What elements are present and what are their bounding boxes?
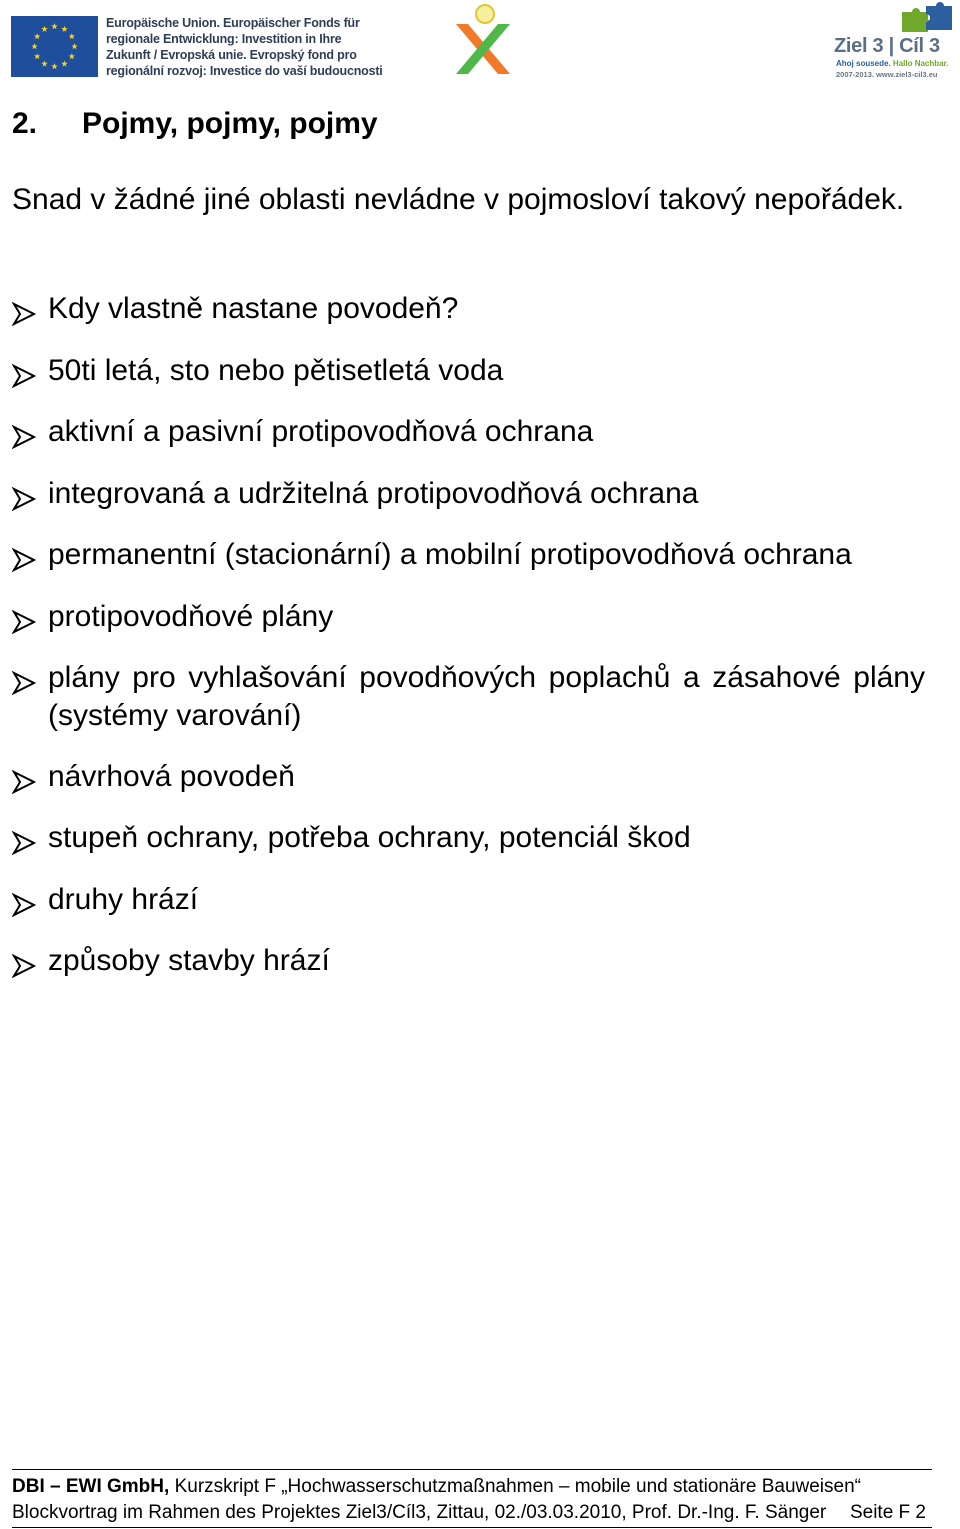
arrowhead-bullet-icon [12, 770, 36, 794]
list-item [12, 536, 925, 574]
list-item-text: plány pro vyhlašování povodňových poplachů a zásahové plány (systémy varování) [48, 661, 925, 732]
list-item-text: návrhová povodeň [48, 760, 295, 793]
ziel3-slogan-de: Hallo Nachbar. [892, 59, 949, 68]
eu-text-line: Europäische Union. Europäischer Fonds für [106, 16, 360, 30]
arrowhead-bullet-icon [12, 671, 36, 695]
list-item [12, 659, 925, 735]
footer-company: DBI – EWI GmbH, [12, 1476, 170, 1497]
list-item-text: aktivní a pasivní protipovodňová ochrana [48, 415, 594, 448]
eu-text-line: regionální rozvoj: Investice do vaší budoucnosti [106, 64, 383, 78]
list-item-text: integrovaná a udržitelná protipovodňová ochrana [48, 477, 699, 510]
list-item-text: způsoby stavby hrází [48, 944, 330, 977]
ziel3-url: 2007-2013. www.ziel3-cil3.eu [836, 70, 938, 79]
list-item [12, 758, 925, 796]
footer-bottom-divider [12, 1527, 932, 1528]
arrowhead-bullet-icon [12, 954, 36, 978]
footer-script-title: Kurzskript F „Hochwasserschutzmaßnahmen – mobile und stationäre Bauweisen“ [169, 1476, 861, 1497]
eu-text-line: Zukunft / Evropská unie. Evropský fond pro [106, 48, 357, 62]
list-item [12, 475, 925, 513]
section-heading [12, 107, 378, 141]
arrowhead-bullet-icon [12, 487, 36, 511]
footer-lecture-info [12, 1502, 926, 1524]
ziel3-slogan [836, 59, 949, 68]
footer-lecture-text: Blockvortrag im Rahmen des Projektes Ziel3/Cíl3, Zittau, 02./03.03.2010, Prof. Dr.-Ing. F. Sänger [12, 1502, 827, 1523]
list-item [12, 881, 925, 919]
page-number: Seite F 2 [849, 1502, 926, 1523]
x-person-logo [448, 2, 518, 78]
list-item-text: 50ti letá, sto nebo pětisetletá voda [48, 354, 504, 387]
list-item [12, 413, 925, 451]
arrowhead-bullet-icon [12, 831, 36, 855]
list-item-text: stupeň ochrany, potřeba ochrany, potenciál škod [48, 821, 691, 854]
list-item [12, 598, 925, 636]
list-item [12, 819, 925, 857]
section-title: Pojmy, pojmy, pojmy [82, 107, 378, 140]
list-item-text: Kdy vlastně nastane povodeň? [48, 292, 459, 325]
eu-text-line: regionale Entwicklung: Investition in Ihre [106, 32, 342, 46]
arrowhead-bullet-icon [12, 425, 36, 449]
list-item [12, 942, 925, 980]
ziel3-slogan-cz: Ahoj sousede. [836, 59, 891, 68]
intro-paragraph: Snad v žádné jiné oblasti nevládne v pojmosloví takový nepořádek. [12, 183, 905, 216]
arrowhead-bullet-icon [12, 364, 36, 388]
eu-funding-text [106, 15, 396, 79]
page-header [0, 0, 960, 86]
arrowhead-bullet-icon [12, 893, 36, 917]
arrowhead-bullet-icon [12, 610, 36, 634]
arrowhead-bullet-icon [12, 302, 36, 326]
eu-flag-logo [11, 16, 98, 77]
ziel3-title: Ziel 3 | Cíl 3 [834, 35, 940, 57]
list-item-text: permanentní (stacionární) a mobilní protipovodňová ochrana [48, 538, 852, 571]
list-item-text: druhy hrází [48, 883, 199, 916]
arrowhead-bullet-icon [12, 548, 36, 572]
list-item [12, 290, 925, 328]
puzzle-icon [896, 2, 954, 34]
footer-divider [12, 1469, 932, 1470]
list-item [12, 352, 925, 390]
list-item-text: protipovodňové plány [48, 600, 334, 633]
ziel3-logo [834, 2, 954, 82]
footer-course-title [12, 1476, 861, 1498]
section-number: 2. [12, 107, 38, 140]
